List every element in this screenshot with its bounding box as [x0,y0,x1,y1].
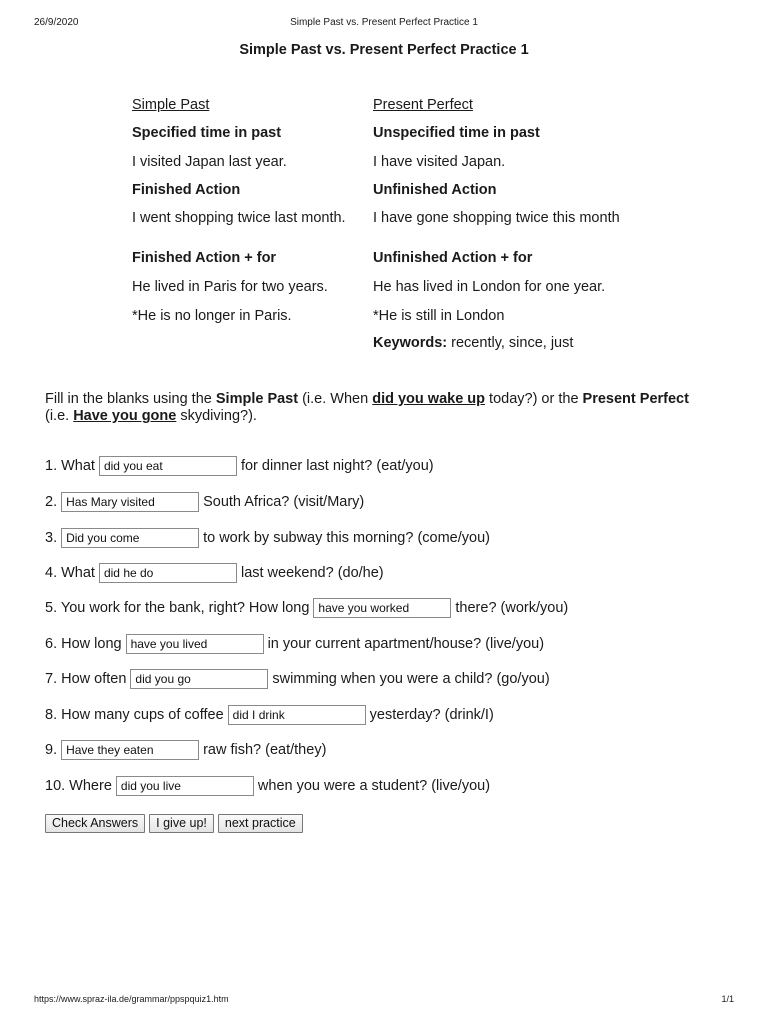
finished-for-example: He lived in Paris for two years. [132,279,328,295]
finished-for-label: Finished Action + for [132,250,277,266]
unfinished-for-example: He has lived in London for one year. [373,279,606,295]
question-prefix: 8. How many cups of coffee [45,707,224,723]
finished-for-note: *He is no longer in Paris. [132,308,292,324]
unspecified-time-example: I have visited Japan. [373,154,506,170]
question-prefix: 2. [45,494,58,510]
instructions-example-2: Have you gone [73,408,177,424]
question-6 [45,634,544,654]
print-url: https://www.spraz-ila.de/grammar/ppspquiz1.htm [34,994,229,1004]
question-suffix: raw fish? (eat/they) [203,742,327,758]
answer-input-7[interactable]: did you go [130,669,268,689]
instructions-text-5: skydiving?). [176,408,257,424]
unfinished-action-example: I have gone shopping twice this month [373,210,620,226]
quiz-button-row [45,814,303,833]
answer-input-1[interactable]: did you eat [99,456,237,476]
question-suffix: there? (work/you) [455,600,569,616]
question-1 [45,456,434,476]
question-5 [45,598,568,618]
instructions [45,391,705,425]
simple-past-heading: Simple Past [132,97,210,113]
print-date: 26/9/2020 [34,17,79,28]
answer-input-4[interactable]: did he do [99,563,237,583]
question-suffix: for dinner last night? (eat/you) [240,458,434,474]
answer-input-10[interactable]: did you live [116,776,254,796]
question-suffix: when you were a student? (live/you) [257,778,491,794]
unfinished-for-label: Unfinished Action + for [373,250,533,266]
give-up-button[interactable]: I give up! [149,814,214,833]
next-practice-button[interactable]: next practice [218,814,303,833]
present-perfect-heading: Present Perfect [373,97,473,113]
print-footer [0,994,768,1008]
question-prefix: 1. What [45,458,95,474]
question-prefix: 9. [45,742,58,758]
answer-input-5[interactable]: have you worked [313,598,451,618]
finished-action-example: I went shopping twice last month. [132,210,346,226]
answer-input-6[interactable]: have you lived [126,634,264,654]
question-10 [45,776,490,796]
question-prefix: 6. How long [45,636,122,652]
question-7 [45,669,550,689]
question-9 [45,740,326,760]
check-answers-button[interactable]: Check Answers [45,814,145,833]
question-suffix: yesterday? (drink/I) [369,707,494,723]
print-header [0,17,768,31]
finished-action-label: Finished Action [132,182,241,198]
instructions-example-1: did you wake up [372,391,486,407]
question-suffix: South Africa? (visit/Mary) [203,494,365,510]
answer-input-3[interactable]: Did you come [61,528,199,548]
answer-input-8[interactable]: did I drink [228,705,366,725]
unfinished-action-label: Unfinished Action [373,182,497,198]
instructions-text-2: (i.e. When [298,391,373,407]
keywords-text: recently, since, just [447,335,574,351]
question-3 [45,528,490,548]
question-suffix: swimming when you were a child? (go/you) [272,671,550,687]
keywords-line [373,335,573,351]
unfinished-for-note: *He is still in London [373,308,505,324]
specified-time-label: Specified time in past [132,125,282,141]
question-prefix: 7. How often [45,671,127,687]
instructions-text-3: today?) or the [485,391,583,407]
question-suffix: last weekend? (do/he) [240,565,384,581]
answer-input-9[interactable]: Have they eaten [61,740,199,760]
print-page-number: 1/1 [721,994,734,1004]
unspecified-time-label: Unspecified time in past [373,125,540,141]
print-doc-title: Simple Past vs. Present Perfect Practice 1 [290,17,478,28]
page-title: Simple Past vs. Present Perfect Practice 1 [239,42,529,58]
keywords-label: Keywords: [373,335,448,351]
question-prefix: 10. Where [45,778,112,794]
question-suffix: in your current apartment/house? (live/you) [267,636,545,652]
specified-time-example: I visited Japan last year. [132,154,287,170]
answer-input-2[interactable]: Has Mary visited [61,492,199,512]
question-prefix: 3. [45,530,58,546]
instructions-present-perfect: Present Perfect [582,391,689,407]
question-8 [45,705,494,725]
question-suffix: to work by subway this morning? (come/you) [203,530,490,546]
question-prefix: 4. What [45,565,95,581]
instructions-text-4: (i.e. [45,408,74,424]
question-4 [45,563,384,583]
question-prefix: 5. You work for the bank, right? How long [45,600,310,616]
instructions-simple-past: Simple Past [215,391,299,407]
instructions-text-1: Fill in the blanks using the [45,391,216,407]
question-2 [45,492,364,512]
